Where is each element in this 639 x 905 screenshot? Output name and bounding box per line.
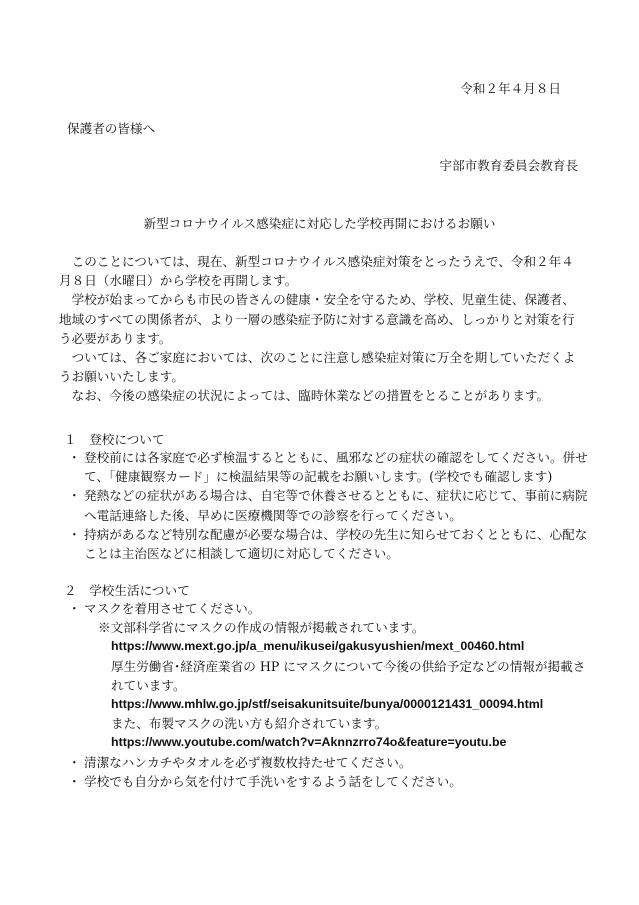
mhlw-note: 厚生労働省･経済産業省の HP にマスクについて今後の供給予定などの情報が掲載されています。: [111, 658, 586, 693]
url-mext-link[interactable]: https://www.mext.go.jp/a_menu/ikusei/gakusyushien/mext_00460.html: [111, 639, 525, 654]
wash-note: また、布製マスクの洗い方も紹介されています。: [111, 716, 388, 732]
list-item: ・ 持病があるなど特別な配慮が必要な場合は、学校の先生に知らせておくとともに、心配なことは主治医などに相談して適切に対応してください。: [71, 525, 591, 563]
attendance-list: [71, 448, 591, 563]
list-item: ・ 学校でも自分から気を付けて手洗いをするよう話をしてください。: [71, 772, 591, 791]
intro-body: [59, 252, 585, 406]
document-title: 新型コロナウイルス感染症に対応した学校再開におけるお願い: [143, 216, 496, 231]
intro-paragraph: 学校が始まってからも市民の皆さんの健康・安全を守るため、学校、児童生徒、保護者、地域のすべての関係者が、より一層の感染症予防に対する意識を高め、しっかりと対策を行う必要があります。: [59, 292, 575, 346]
intro-paragraph: なお、今後の感染症の状況によっては、臨時休業などの措置をとることがあります。: [71, 388, 550, 404]
sender-line: 宇部市教育委員会教育長: [439, 158, 578, 173]
intro-paragraph: このことについては、現在、新型コロナウイルス感染症対策をとったうえで、令和２年４月８日（水曜日）から学校を再開します。: [59, 254, 574, 289]
list-item: ・ 清潔なハンカチやタオルを必ず複数枚持たせてください。: [71, 753, 591, 772]
intro-paragraph: ついては、各ご家庭においては、次のことに注意し感染症対策に万全を期していただくようお願いいたします。: [59, 350, 576, 385]
list-item: ・ 登校前には各家庭で必ず検温するとともに、風邪などの症状の確認をしてください。併せて、「健康観察カード」に検温結果等の記載をお願いします。(学校でも確認します): [71, 448, 591, 486]
note-line: ※文部科学省にマスクの作成の情報が掲載されています。: [98, 620, 425, 636]
section-heading-school-life: ２ 学校生活について: [64, 583, 190, 598]
document-date: 令和２年４月８日: [460, 81, 561, 96]
url-mhlw-link[interactable]: https://www.mhlw.go.jp/stf/seisakunitsuite/bunya/0000121431_00094.html: [111, 697, 544, 712]
list-item: ・ マスクを着用させてください。: [71, 599, 591, 618]
section-heading-attendance: １ 登校について: [64, 432, 165, 447]
list-item: ・ 発熱などの症状がある場合は、自宅等で休養させるとともに、症状に応じて、事前に病院へ電話連絡した後、早めに医療機関等での診察を行ってください。: [71, 486, 591, 524]
recipient-line: 保護者の皆様へ: [67, 121, 156, 136]
school-life-body: [71, 599, 591, 791]
url-youtube-link[interactable]: https://www.youtube.com/watch?v=Aknnzrro74o&feature=youtu.be: [111, 735, 507, 750]
